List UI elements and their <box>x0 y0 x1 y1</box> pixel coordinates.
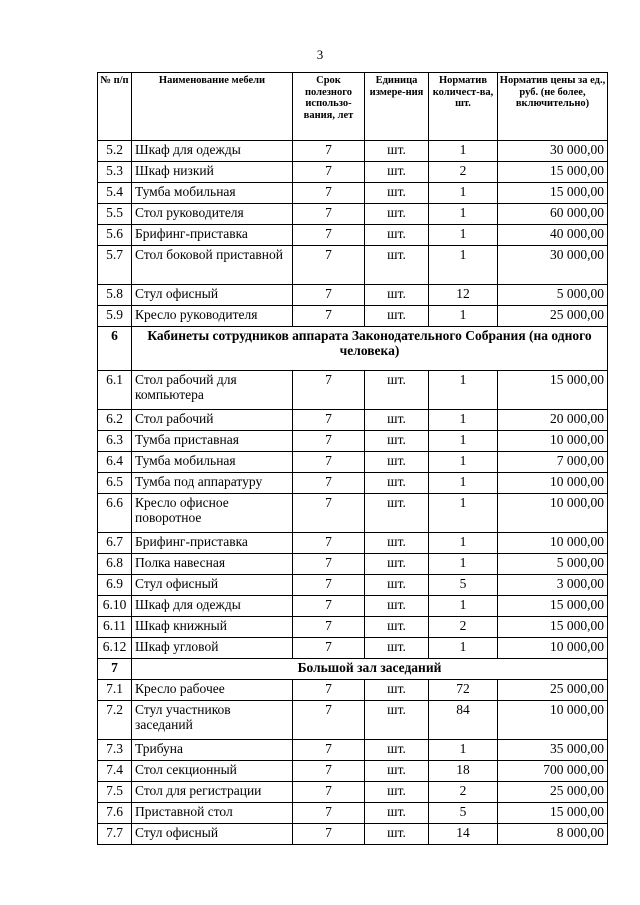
table-row <box>98 183 608 204</box>
cell-price: 8 000,00 <box>498 824 608 845</box>
table-row <box>98 141 608 162</box>
cell-name: Трибуна <box>132 740 293 761</box>
table-row <box>98 473 608 494</box>
cell-qty: 1 <box>429 431 498 452</box>
table-row <box>98 225 608 246</box>
cell-num: 7.6 <box>98 803 132 824</box>
cell-name: Стол боковой приставной <box>132 246 293 285</box>
cell-price: 25 000,00 <box>498 782 608 803</box>
cell-unit: шт. <box>365 533 429 554</box>
table-row <box>98 246 608 285</box>
section-row <box>98 327 608 371</box>
cell-name: Стол рабочий <box>132 410 293 431</box>
header-num: № п/п <box>98 73 132 141</box>
cell-name: Стул офисный <box>132 824 293 845</box>
cell-price: 25 000,00 <box>498 306 608 327</box>
table-row <box>98 410 608 431</box>
cell-num: 6.5 <box>98 473 132 494</box>
table-row <box>98 824 608 845</box>
cell-price: 10 000,00 <box>498 638 608 659</box>
table-row <box>98 285 608 306</box>
cell-qty: 2 <box>429 782 498 803</box>
cell-term: 7 <box>293 431 365 452</box>
cell-qty: 1 <box>429 638 498 659</box>
cell-qty: 2 <box>429 162 498 183</box>
cell-price: 7 000,00 <box>498 452 608 473</box>
cell-name: Полка навесная <box>132 554 293 575</box>
cell-term: 7 <box>293 533 365 554</box>
cell-price: 5 000,00 <box>498 554 608 575</box>
cell-num: 6.6 <box>98 494 132 533</box>
cell-unit: шт. <box>365 371 429 410</box>
cell-qty: 5 <box>429 803 498 824</box>
table-row <box>98 431 608 452</box>
cell-qty: 1 <box>429 225 498 246</box>
cell-name: Шкаф для одежды <box>132 596 293 617</box>
cell-name: Тумба мобильная <box>132 183 293 204</box>
cell-term: 7 <box>293 306 365 327</box>
cell-qty: 1 <box>429 141 498 162</box>
cell-qty: 1 <box>429 554 498 575</box>
cell-unit: шт. <box>365 575 429 596</box>
cell-name: Стол руководителя <box>132 204 293 225</box>
cell-unit: шт. <box>365 782 429 803</box>
cell-name: Кресло руководителя <box>132 306 293 327</box>
cell-unit: шт. <box>365 431 429 452</box>
cell-qty: 12 <box>429 285 498 306</box>
cell-price: 15 000,00 <box>498 617 608 638</box>
cell-qty: 1 <box>429 740 498 761</box>
table-row <box>98 782 608 803</box>
cell-num: 7.7 <box>98 824 132 845</box>
cell-term: 7 <box>293 596 365 617</box>
header-price: Норматив цены за ед., руб. (не более, включительно) <box>498 73 608 141</box>
cell-name: Стул офисный <box>132 285 293 306</box>
furniture-norms-table <box>97 72 608 845</box>
cell-price: 30 000,00 <box>498 246 608 285</box>
section-title: Кабинеты сотрудников аппарата Законодательного Собрания (на одного человека) <box>132 327 608 371</box>
cell-qty: 5 <box>429 575 498 596</box>
cell-term: 7 <box>293 162 365 183</box>
cell-name: Стол рабочий для компьютера <box>132 371 293 410</box>
cell-unit: шт. <box>365 410 429 431</box>
cell-term: 7 <box>293 761 365 782</box>
table-row <box>98 162 608 183</box>
cell-num: 6.2 <box>98 410 132 431</box>
table-row <box>98 638 608 659</box>
cell-term: 7 <box>293 803 365 824</box>
cell-term: 7 <box>293 141 365 162</box>
cell-unit: шт. <box>365 740 429 761</box>
cell-qty: 1 <box>429 596 498 617</box>
cell-price: 15 000,00 <box>498 803 608 824</box>
cell-num: 5.8 <box>98 285 132 306</box>
header-qty: Норматив количест-ва, шт. <box>429 73 498 141</box>
cell-price: 40 000,00 <box>498 225 608 246</box>
cell-num: 5.5 <box>98 204 132 225</box>
table-row <box>98 596 608 617</box>
table-row <box>98 803 608 824</box>
section-title: Большой зал заседаний <box>132 659 608 680</box>
cell-name: Шкаф для одежды <box>132 141 293 162</box>
cell-unit: шт. <box>365 596 429 617</box>
cell-unit: шт. <box>365 761 429 782</box>
cell-name: Тумба мобильная <box>132 452 293 473</box>
header-unit: Единица измере-ния <box>365 73 429 141</box>
table-body-section5 <box>98 141 608 327</box>
table-row <box>98 740 608 761</box>
cell-name: Стол для регистрации <box>132 782 293 803</box>
cell-num: 5.4 <box>98 183 132 204</box>
cell-price: 20 000,00 <box>498 410 608 431</box>
cell-qty: 1 <box>429 473 498 494</box>
cell-num: 7.5 <box>98 782 132 803</box>
cell-name: Тумба под аппаратуру <box>132 473 293 494</box>
cell-num: 5.2 <box>98 141 132 162</box>
cell-unit: шт. <box>365 617 429 638</box>
cell-price: 10 000,00 <box>498 701 608 740</box>
cell-unit: шт. <box>365 225 429 246</box>
cell-term: 7 <box>293 638 365 659</box>
cell-name: Брифинг-приставка <box>132 533 293 554</box>
cell-price: 15 000,00 <box>498 183 608 204</box>
section-row <box>98 659 608 680</box>
cell-num: 6.7 <box>98 533 132 554</box>
cell-term: 7 <box>293 225 365 246</box>
cell-qty: 84 <box>429 701 498 740</box>
cell-price: 15 000,00 <box>498 162 608 183</box>
cell-num: 7.3 <box>98 740 132 761</box>
cell-num: 7.2 <box>98 701 132 740</box>
table-row <box>98 701 608 740</box>
cell-name: Стул участников заседаний <box>132 701 293 740</box>
table-row <box>98 533 608 554</box>
cell-num: 6.1 <box>98 371 132 410</box>
cell-unit: шт. <box>365 452 429 473</box>
table-row <box>98 575 608 596</box>
cell-term: 7 <box>293 824 365 845</box>
table-row <box>98 554 608 575</box>
cell-price: 10 000,00 <box>498 494 608 533</box>
header-term: Срок полезного использо-вания, лет <box>293 73 365 141</box>
table-body-section6 <box>98 371 608 659</box>
cell-qty: 18 <box>429 761 498 782</box>
cell-qty: 2 <box>429 617 498 638</box>
table-row <box>98 494 608 533</box>
table-row <box>98 306 608 327</box>
table-header-row <box>98 73 608 141</box>
cell-name: Шкаф угловой <box>132 638 293 659</box>
cell-unit: шт. <box>365 638 429 659</box>
cell-term: 7 <box>293 554 365 575</box>
cell-name: Стол секционный <box>132 761 293 782</box>
cell-qty: 1 <box>429 410 498 431</box>
cell-num: 5.6 <box>98 225 132 246</box>
cell-unit: шт. <box>365 494 429 533</box>
cell-qty: 1 <box>429 246 498 285</box>
cell-price: 15 000,00 <box>498 371 608 410</box>
table-row <box>98 680 608 701</box>
cell-price: 5 000,00 <box>498 285 608 306</box>
cell-name: Кресло рабочее <box>132 680 293 701</box>
cell-unit: шт. <box>365 162 429 183</box>
cell-num: 6.4 <box>98 452 132 473</box>
cell-qty: 1 <box>429 452 498 473</box>
cell-name: Кресло офисное поворотное <box>132 494 293 533</box>
table-row <box>98 452 608 473</box>
cell-term: 7 <box>293 452 365 473</box>
cell-name: Приставной стол <box>132 803 293 824</box>
cell-num: 5.3 <box>98 162 132 183</box>
cell-term: 7 <box>293 782 365 803</box>
cell-unit: шт. <box>365 803 429 824</box>
cell-price: 700 000,00 <box>498 761 608 782</box>
table-row <box>98 371 608 410</box>
cell-price: 25 000,00 <box>498 680 608 701</box>
cell-num: 6.12 <box>98 638 132 659</box>
cell-price: 35 000,00 <box>498 740 608 761</box>
cell-unit: шт. <box>365 204 429 225</box>
cell-price: 30 000,00 <box>498 141 608 162</box>
cell-unit: шт. <box>365 473 429 494</box>
cell-term: 7 <box>293 680 365 701</box>
cell-unit: шт. <box>365 183 429 204</box>
cell-qty: 1 <box>429 533 498 554</box>
section-number: 6 <box>98 327 132 371</box>
cell-price: 10 000,00 <box>498 533 608 554</box>
table-body-section7 <box>98 680 608 845</box>
cell-unit: шт. <box>365 285 429 306</box>
cell-name: Шкаф низкий <box>132 162 293 183</box>
cell-name: Стул офисный <box>132 575 293 596</box>
cell-unit: шт. <box>365 246 429 285</box>
cell-unit: шт. <box>365 306 429 327</box>
cell-term: 7 <box>293 183 365 204</box>
cell-num: 7.1 <box>98 680 132 701</box>
table-row <box>98 617 608 638</box>
table-row <box>98 761 608 782</box>
cell-qty: 1 <box>429 494 498 533</box>
table-row <box>98 204 608 225</box>
cell-term: 7 <box>293 617 365 638</box>
cell-price: 15 000,00 <box>498 596 608 617</box>
cell-qty: 1 <box>429 306 498 327</box>
section-6-header <box>98 327 608 371</box>
cell-qty: 14 <box>429 824 498 845</box>
cell-term: 7 <box>293 701 365 740</box>
cell-term: 7 <box>293 285 365 306</box>
cell-unit: шт. <box>365 680 429 701</box>
section-7-header <box>98 659 608 680</box>
cell-price: 10 000,00 <box>498 431 608 452</box>
cell-price: 10 000,00 <box>498 473 608 494</box>
cell-term: 7 <box>293 473 365 494</box>
cell-qty: 1 <box>429 183 498 204</box>
cell-num: 6.11 <box>98 617 132 638</box>
cell-qty: 1 <box>429 204 498 225</box>
cell-unit: шт. <box>365 554 429 575</box>
page-number: 3 <box>316 47 324 62</box>
cell-term: 7 <box>293 410 365 431</box>
cell-name: Шкаф книжный <box>132 617 293 638</box>
cell-name: Тумба приставная <box>132 431 293 452</box>
cell-num: 6.8 <box>98 554 132 575</box>
cell-term: 7 <box>293 204 365 225</box>
cell-unit: шт. <box>365 141 429 162</box>
cell-num: 6.9 <box>98 575 132 596</box>
cell-unit: шт. <box>365 701 429 740</box>
header-name: Наименование мебели <box>132 73 293 141</box>
cell-term: 7 <box>293 246 365 285</box>
cell-term: 7 <box>293 494 365 533</box>
cell-unit: шт. <box>365 824 429 845</box>
cell-term: 7 <box>293 575 365 596</box>
cell-price: 3 000,00 <box>498 575 608 596</box>
cell-qty: 72 <box>429 680 498 701</box>
cell-term: 7 <box>293 371 365 410</box>
cell-term: 7 <box>293 740 365 761</box>
cell-name: Брифинг-приставка <box>132 225 293 246</box>
cell-num: 6.10 <box>98 596 132 617</box>
cell-num: 5.9 <box>98 306 132 327</box>
cell-num: 5.7 <box>98 246 132 285</box>
cell-num: 6.3 <box>98 431 132 452</box>
cell-price: 60 000,00 <box>498 204 608 225</box>
section-number: 7 <box>98 659 132 680</box>
cell-num: 7.4 <box>98 761 132 782</box>
cell-qty: 1 <box>429 371 498 410</box>
